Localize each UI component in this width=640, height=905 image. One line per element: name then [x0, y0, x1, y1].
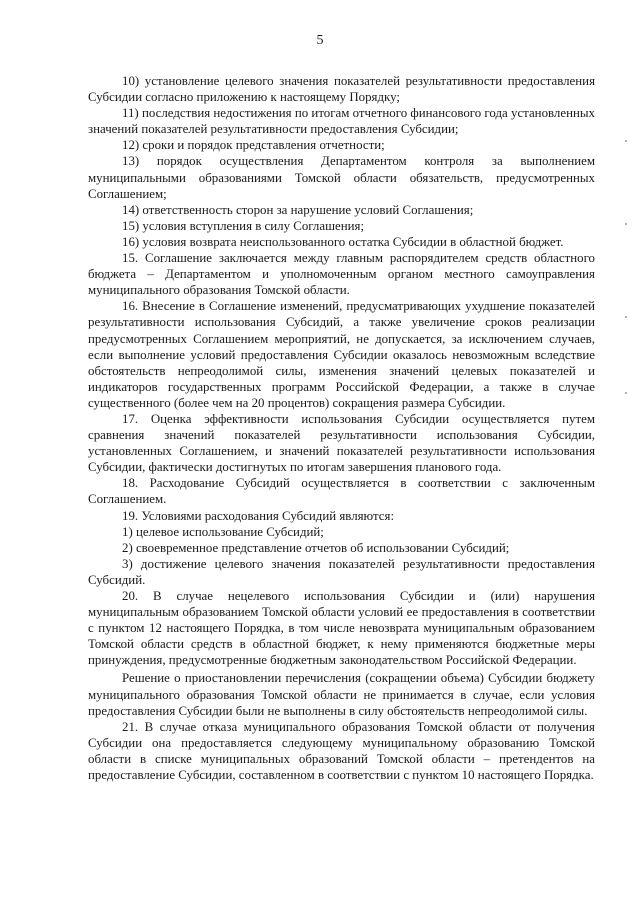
- paragraph-condition-3: 3) достижение целевого значения показателей результативности предоставления Субсидий.: [88, 556, 595, 587]
- scan-speck: [625, 223, 627, 225]
- paragraph-section-15: 15. Соглашение заключается между главным распорядителем средств областного бюджета – Департаментом и уполномоченным органом местного самоуправления муниципального образования Томской области.: [88, 251, 595, 298]
- paragraph-section-17: 17. Оценка эффективности использования Субсидии осуществляется путем сравнения значений показателей результативности использования Субсидии, установленных Соглашением, и значений показателей результативности использования Субсидии, фактически достигнутых по итогам завершения планового года.: [88, 411, 595, 475]
- paragraph-condition-1: 1) целевое использование Субсидий;: [122, 524, 324, 539]
- scan-speck: [625, 316, 627, 318]
- page-number: 5: [316, 33, 324, 48]
- paragraph-section-18: 18. Расходование Субсидий осуществляется в соответствии с заключенным Соглашением.: [88, 476, 595, 507]
- scan-speck: [625, 140, 627, 142]
- paragraph-decision: Решение о приостановлении перечисления (сокращении объема) Субсидии бюджету муниципального образования Томской области не принимается в случае, если условия предоставления Субсидии были не выполнены в силу обстоятельств непреодолимой силы.: [88, 671, 595, 718]
- paragraph-item-13: 13) порядок осуществления Департаментом контроля за выполнением муниципальными образованиями Томской области обязательств, предусмотренных Соглашением;: [88, 154, 595, 201]
- paragraph-item-16: 16) условия возврата неиспользованного остатка Субсидии в областной бюджет.: [122, 234, 564, 249]
- paragraph-item-10: 10) установление целевого значения показателей результативности предоставления Субсидии согласно приложению к настоящему Порядку;: [88, 74, 595, 105]
- paragraph-item-14: 14) ответственность сторон за нарушение условий Соглашения;: [122, 202, 474, 217]
- paragraph-section-19: 19. Условиями расходования Субсидий являются:: [122, 508, 395, 523]
- document-body: [88, 73, 595, 783]
- paragraph-item-11: 11) последствия недостижения по итогам отчетного финансового года установленных значений показателей результативности предоставления Субсидии;: [88, 106, 595, 137]
- paragraph-condition-2: 2) своевременное представление отчетов об использовании Субсидий;: [122, 540, 510, 555]
- paragraph-item-12: 12) сроки и порядок представления отчетности;: [122, 138, 385, 153]
- paragraph-section-20: 20. В случае нецелевого использования Субсидии и (или) нарушения муниципальным образованием Томской области условий ее предоставления в соответствии с пунктом 12 настоящего Порядка, в том числе невозврата муниципальным образованием Томской области средств в областной бюджет, к нему применяются бюджетные меры принуждения, предусмотренные бюджетным законодательством Российской Федерации.: [88, 589, 595, 668]
- paragraph-section-16: 16. Внесение в Соглашение изменений, предусматривающих ухудшение показателей результативности использования Субсидий, а также увеличение сроков реализации предусмотренных Соглашением мероприятий, не допускается, за исключением случаев, если выполнение условий предоставления Субсидии оказалось невозможным вследствие обстоятельств непреодолимой силы, изменения значений целевых показателей и индикаторов государственных программ Российской Федерации, а также в случае существенного (более чем на 20 процентов) сокращения размера Субсидии.: [88, 299, 595, 410]
- paragraph-section-21: 21. В случае отказа муниципального образования Томской области от получения Субсидии она предоставляется следующему муниципальному образованию Томской области в списке муниципальных образований Томской области – претендентов на предоставление Субсидии, составленном в соответствии с пунктом 10 настоящего Порядка.: [88, 719, 595, 783]
- scan-speck: [625, 392, 627, 394]
- paragraph-item-15: 15) условия вступления в силу Соглашения;: [122, 218, 365, 233]
